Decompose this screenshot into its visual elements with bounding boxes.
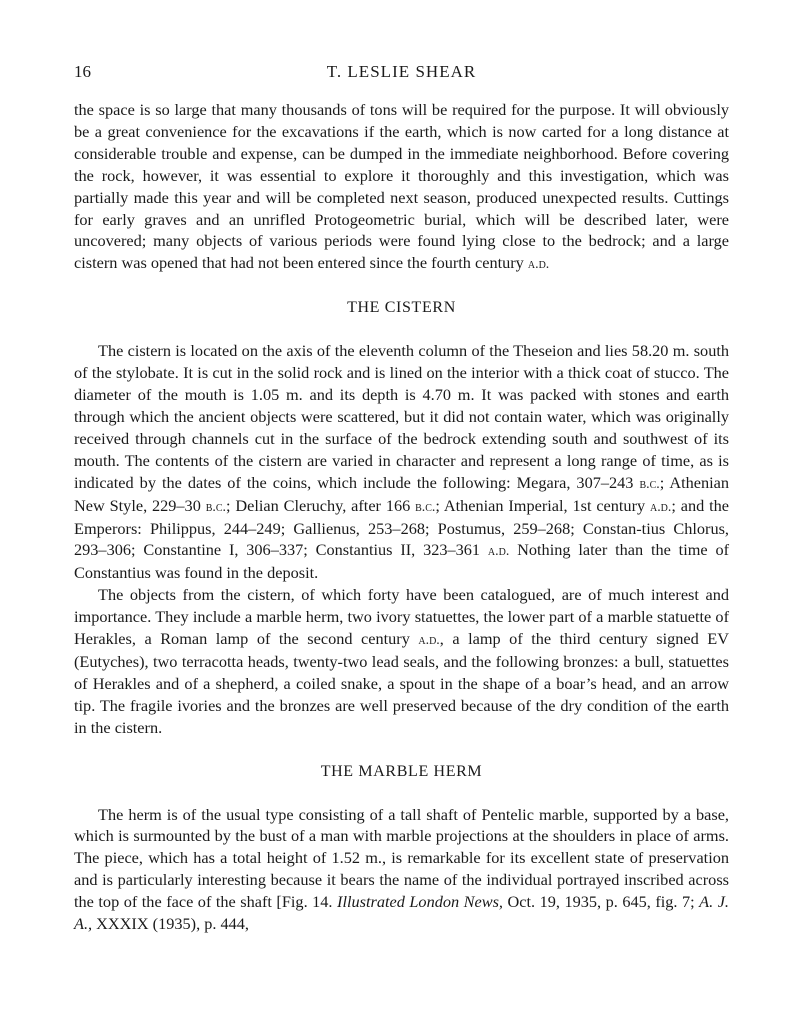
herm-paragraph-1 <box>74 804 729 935</box>
era-abbrev: a.d. <box>527 256 550 272</box>
running-title: T. LESLIE SHEAR <box>326 62 477 81</box>
page-header <box>74 62 729 86</box>
cistern-p2-text-b: , a lamp of the third century signed EV (Eutyches), two terracotta heads, twenty-two lead seals, and the following bronzes: a bull, statuettes of Herakles and of a shepherd, a coiled snake, a spout in the shape of a boar’s head, and an arrow tip. The fragile ivories and the bronzes are well preserved because of the dry condition of the earth in the cistern. <box>74 629 729 737</box>
cistern-p1-text-d: ; Athenian Imperial, 1st century <box>435 495 646 515</box>
cistern-paragraph-1 <box>74 340 729 584</box>
era-abbrev: b.c. <box>639 475 660 491</box>
citation-detail: XXXIX (1935), p. 444, <box>92 914 250 934</box>
page-number: 16 <box>74 62 91 81</box>
era-abbrev: b.c. <box>205 498 226 514</box>
cistern-p1-text-a: The cistern is located on the axis of the eleventh column of the Theseion and lies 58.20 m. south of the stylobate. It is cut in the solid rock and is lined on the interior with a thick coat of stucco. The diameter of the mouth is 1.05 m. and its depth is 4.70 m. It was packed with stones and earth through which the ancient objects were scattered, but it did not contain water, which was originally received through channels cut in the surface of the bedrock extending south and southwest of its mouth. The contents of the cistern are varied in character and represent a long range of time, as is indicated by the dates of the coins, which include the following: Megara, 307–243 <box>74 341 729 492</box>
cistern-p1-text-f: Nothing later than the time of Constantius was found in the deposit. <box>74 540 730 583</box>
era-abbrev: b.c. <box>415 498 436 514</box>
era-abbrev: a.d. <box>418 632 440 648</box>
herm-p1-text-a: The herm is of the usual type consisting of a tall shaft of Pentelic marble, supported by a base, which is surmounted by the bust of a man with marble projections at the shoulders in place of arms. The piece, which has a total height of 1.52 m., is remarkable for its excellent state of preservation and is particularly interesting because it bears the name of the individual portrayed inscribed across the top of the face of the shaft [Fig. 14. <box>74 804 729 912</box>
era-abbrev: a.d. <box>487 543 510 559</box>
cistern-p2-text-a: The objects from the cistern, of which forty have been catalogued, are of much interest and importance. They include a marble herm, two ivory statuettes, the lower part of a marble statuette of Herakles, a Roman lamp of the second century <box>74 585 729 649</box>
body-text <box>74 99 729 935</box>
citation-detail: Oct. 19, 1935, p. 645, fig. 7; <box>503 892 695 912</box>
cistern-p1-text-b: ; Athenian New Style, 229–30 <box>74 472 730 515</box>
era-abbrev: a.d. <box>650 498 672 514</box>
section-heading-cistern: THE CISTERN <box>347 299 456 317</box>
intro-paragraph <box>74 99 729 275</box>
section-heading-herm: THE MARBLE HERM <box>320 762 483 780</box>
intro-text: the space is so large that many thousands of tons will be required for the purpose. It will obviously be a great convenience for the excavations if the earth, which is now carted for a long distance at considerable trouble and expense, can be dumped in the immediate neighborhood. Before covering the rock, however, it was essential to explore it thoroughly and this investigation, which was partially made this year and will be completed next season, produced unexpected results. Cuttings for early graves and an unrifled Protogeometric burial, which will be described later, were uncovered; many objects of various periods were found lying close to the bedrock; and a large cistern was opened that had not been entered since the fourth century <box>74 100 729 273</box>
citation-title: A. J. A., <box>74 892 729 934</box>
citation-title: Illustrated London News, <box>337 892 503 912</box>
cistern-p1-text-e: ; and the Emperors: Philippus, 244–249; Gallienus, 253–268; Postumus, 259–268; Constan-tius Chlorus, 293–306; Constantine I, 306–337; Constantius II, 323–361 <box>74 495 730 560</box>
cistern-paragraph-2 <box>74 584 729 738</box>
cistern-p1-text-c: ; Delian Cleruchy, after 166 <box>225 495 411 515</box>
